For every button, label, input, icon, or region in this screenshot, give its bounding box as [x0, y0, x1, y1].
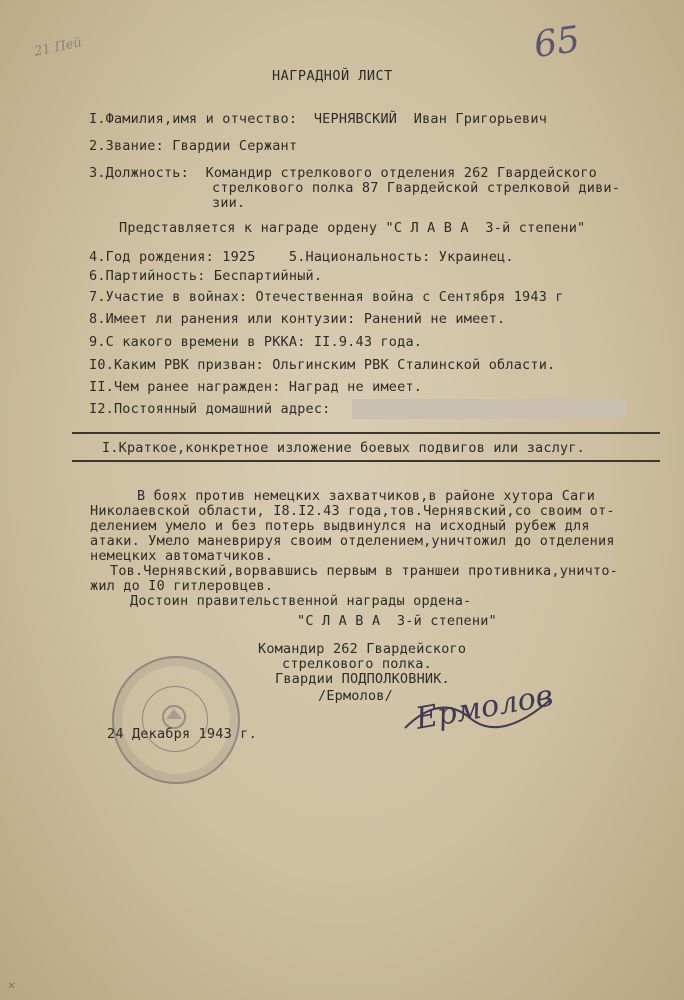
field-previous-awards: II.Чем ранее награжден: Наград не имеет. [89, 379, 423, 395]
margin-note-top-left: 21 Пей [32, 35, 84, 60]
field-position-line3: зии. [212, 195, 246, 211]
section-rule-top [72, 432, 660, 434]
body-line-4: атаки. Умело маневрируя своим отделением,уничтожил до отделения [90, 533, 615, 549]
margin-note-top-right: 65 [531, 19, 583, 66]
signature-flourish [400, 688, 560, 738]
field-party: 6.Партийность: Беспартийный. [89, 268, 323, 284]
field-position-line1: 3.Должность: Командир стрелкового отделения 262 Гвардейского [89, 165, 597, 181]
field-rank: 2.Звание: Гвардии Сержант [89, 138, 298, 154]
corner-mark-icon: ✕ [8, 978, 16, 992]
document-date: 24 Декабря 1943 г. [107, 726, 257, 742]
body-line-5: немецких автоматчиков. [90, 548, 274, 564]
body-line-1: В боях против немецких захватчиков,в районе хутора Саги [137, 488, 596, 504]
section-heading: I.Краткое,конкретное изложение боевых подвигов или заслуг. [102, 440, 586, 456]
award-nomination-line: Представляется к награде ордену "С Л А В А 3-й степени" [119, 220, 586, 236]
signature-line-4: /Ермолов/ [318, 688, 393, 704]
signature-line-2: стрелкового полка. [282, 656, 432, 672]
body-line-7: жил до I0 гитлеровцев. [90, 578, 274, 594]
body-line-8: Достоин правительственной награды ордена- [130, 593, 472, 609]
field-home-address: I2.Постоянный домашний адрес: [89, 401, 331, 417]
field-full-name: I.Фамилия,имя и отчество: ЧЕРНЯВСКИЙ Иван Григорьевич [89, 111, 548, 127]
redacted-address [352, 399, 627, 419]
handwritten-signature: Ермолов [413, 678, 556, 737]
body-line-2: Николаевской области, I8.I2.43 года,тов.Чернявский,со своим от- [90, 503, 615, 519]
field-position-line2: стрелкового полка 87 Гвардейской стрелковой диви- [212, 180, 621, 196]
field-draft-office: I0.Каким РВК призван: Ольгинским РВК Сталинской области. [89, 357, 556, 373]
body-line-6: Тов.Чернявский,ворвавшись первым в траншеи противника,уничто- [110, 563, 618, 579]
body-line-3: делением умело и без потерь выдвинулся на исходный рубеж для [90, 518, 590, 534]
section-rule-bottom [72, 460, 660, 462]
document-title: НАГРАДНОЙ ЛИСТ [272, 68, 393, 84]
award-repeat: "С Л А В А 3-й степени" [297, 613, 497, 629]
field-wounds: 8.Имеет ли ранения или контузии: Ранений не имеет. [89, 311, 506, 327]
field-war-participation: 7.Участие в войнах: Отечественная война с Сентября 1943 г [89, 289, 564, 305]
signature-line-1: Командир 262 Гвардейского [258, 641, 467, 657]
field-army-since: 9.С какого времени в РККА: II.9.43 года. [89, 334, 423, 350]
field-birth-nationality: 4.Год рождения: 1925 5.Национальность: Украинец. [89, 249, 514, 265]
signature-line-3: Гвардии ПОДПОЛКОВНИК. [275, 671, 450, 687]
